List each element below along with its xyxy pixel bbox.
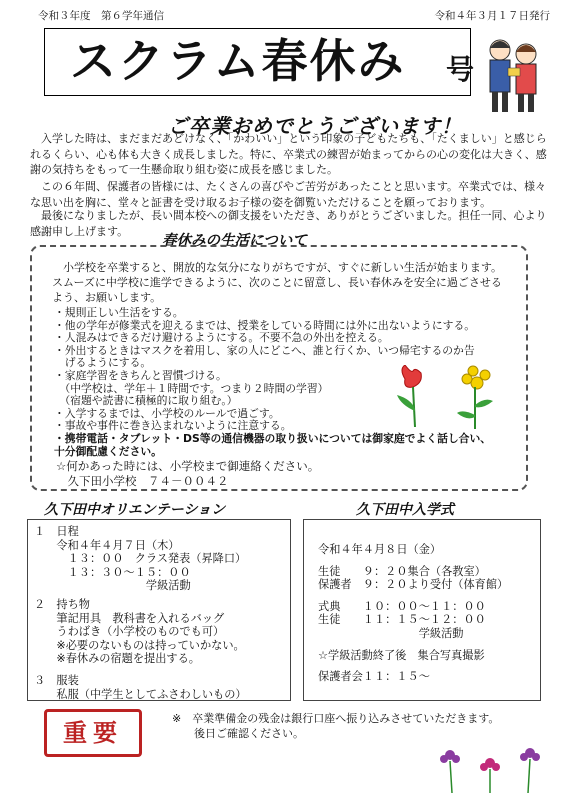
bullet-item: ・規則正しい生活をする。	[54, 306, 184, 319]
entrance-details	[318, 543, 538, 684]
entrance-line	[318, 557, 538, 565]
orientation-line: 学級活動	[34, 579, 191, 593]
bullet-item: ・入学するまでは、小学校のルールで過ごす。	[54, 406, 280, 420]
entrance-line: 保護者会１１：１５～	[318, 670, 430, 684]
newsletter-title-suffix: 号	[446, 53, 475, 86]
note-line-2: 後日ご確認ください。	[172, 727, 304, 740]
congrats-paragraph-3: 最後になりましたが、長い間本校への御支援をいただき、ありがとうございました。担任一同、心より感謝申し上げます。	[30, 209, 547, 238]
entrance-line: ☆学級活動終了後 集合写真撮影	[318, 648, 485, 662]
congrats-paragraph-1: 入学した時は、まだまだあどけなく、「かわいい」という印象の子どもたちも、「たくましい」と感じられるくらい、心も体も大きく成長しました。特に、卒業式の練習が始まってからの心の変化は大きく、感謝の気持ちをもって一生懸命取り組む姿に成長を感じました。	[30, 132, 547, 176]
bullet-item: げるようにする。	[54, 356, 152, 370]
note-line-1: ※ 卒業準備金の残金は銀行口座へ振り込みさせていただきます。	[172, 712, 500, 725]
orientation-line: うわばき（小学校のものでも可）	[34, 625, 225, 639]
bullet-item: ・他の学年が修業式を迎えるまでは、授業をしている時間には外に出ないようにする。	[54, 318, 476, 332]
entrance-line: 保護者 ９：２０より受付（体育館）	[318, 578, 509, 592]
orientation-line: ２ 持ち物	[34, 597, 90, 611]
header-left: 令和３年度 第６学年通信	[38, 10, 164, 22]
orientation-line: １３：３０～１５：００	[34, 565, 191, 579]
orientation-line: ３ 服装	[34, 673, 79, 687]
orientation-heading: 久下田中オリエンテーション	[44, 502, 226, 518]
orientation-line: １ 日程	[34, 525, 79, 538]
newsletter-title: スクラム春休み	[70, 34, 406, 88]
important-stamp: 重要	[44, 709, 142, 757]
contact-block	[56, 459, 319, 489]
entrance-line: 令和４年４月８日（金）	[318, 543, 442, 556]
spring-intro: 小学校を卒業すると、開放的な気分になりがちですが、すぐに新しい生活が始まります。スムーズに中学校に進学できるように、次のことに留意し、長い春休みを安全に過ごさせるよう、お願いします。	[52, 261, 503, 304]
entrance-line: 生徒 ９：２０集合（各教室）	[318, 564, 486, 578]
orientation-line: ※必要のないものは持っていかない。	[34, 638, 245, 652]
entrance-line: 生徒 １１：１５～１２：００	[318, 613, 486, 627]
bullet-item: ・外出するときはマスクを着用し、家の人にどこへ、誰と行くか、いつ帰宅するのか告	[54, 343, 475, 357]
bullet-item: ・人混みはできるだけ避けるようにする。不要不急の外出を控える。	[54, 331, 389, 345]
tulip-and-flower-icon	[385, 365, 505, 433]
orientation-line	[34, 666, 289, 674]
orientation-line: 令和４年４月７日（木）	[34, 538, 180, 552]
spring-heading: 春休みの生活について	[162, 233, 307, 249]
orientation-line: ※春休みの宿題を提出する。	[34, 652, 200, 666]
bullet-item: （中学校は、学年＋１時間です。つまり２時間の学習）	[54, 381, 329, 395]
entrance-line: 式典 １０：００～１１：００	[318, 599, 486, 613]
congrats-paragraph-2: この６年間、保護者の皆様には、たくさんの喜びやご苦労があったことと思います。卒業式では、様々な思い出を胸に、堂々と証書を受け取るお子様の姿を御覧いただけることを願っております。	[30, 180, 547, 209]
entrance-line	[318, 592, 538, 600]
congrats-heading: ご卒業おめでとうございます！	[168, 114, 462, 138]
children-illustration	[478, 30, 548, 118]
orientation-line: １３：００ クラス発表（昇降口）	[34, 552, 247, 566]
orientation-line: 私服（中学生としてふさわしいもの）	[34, 687, 247, 701]
entrance-line	[318, 662, 538, 670]
contact-line-2: 久下田小学校 ７４－００４２	[56, 474, 229, 488]
bullet-item: ・家庭学習をきちんと習慣づける。	[54, 368, 227, 382]
header-right: 令和４年３月１７日発行	[434, 10, 550, 22]
small-flowers-icon	[430, 735, 550, 795]
bullet-item: （宿題や読書に積極的に取り組む。）	[54, 394, 238, 408]
contact-line-1: ☆何かあった時には、小学校まで御連絡ください。	[56, 459, 320, 473]
entrance-heading: 久下田中入学式	[356, 502, 454, 518]
entrance-line: 学級活動	[318, 626, 464, 640]
bullet-item: ・事故や事件に巻き込まれないように注意する。	[54, 419, 292, 433]
orientation-details	[34, 525, 289, 701]
bullet-item-important: ・携帯電話・タブレット・DS等の通信機器の取り扱いについては御家庭でよく話し合い、十分御配慮ください。	[54, 431, 492, 458]
entrance-line	[318, 641, 538, 649]
orientation-line: 筆記用具 教科書を入れるバッグ	[34, 611, 225, 625]
